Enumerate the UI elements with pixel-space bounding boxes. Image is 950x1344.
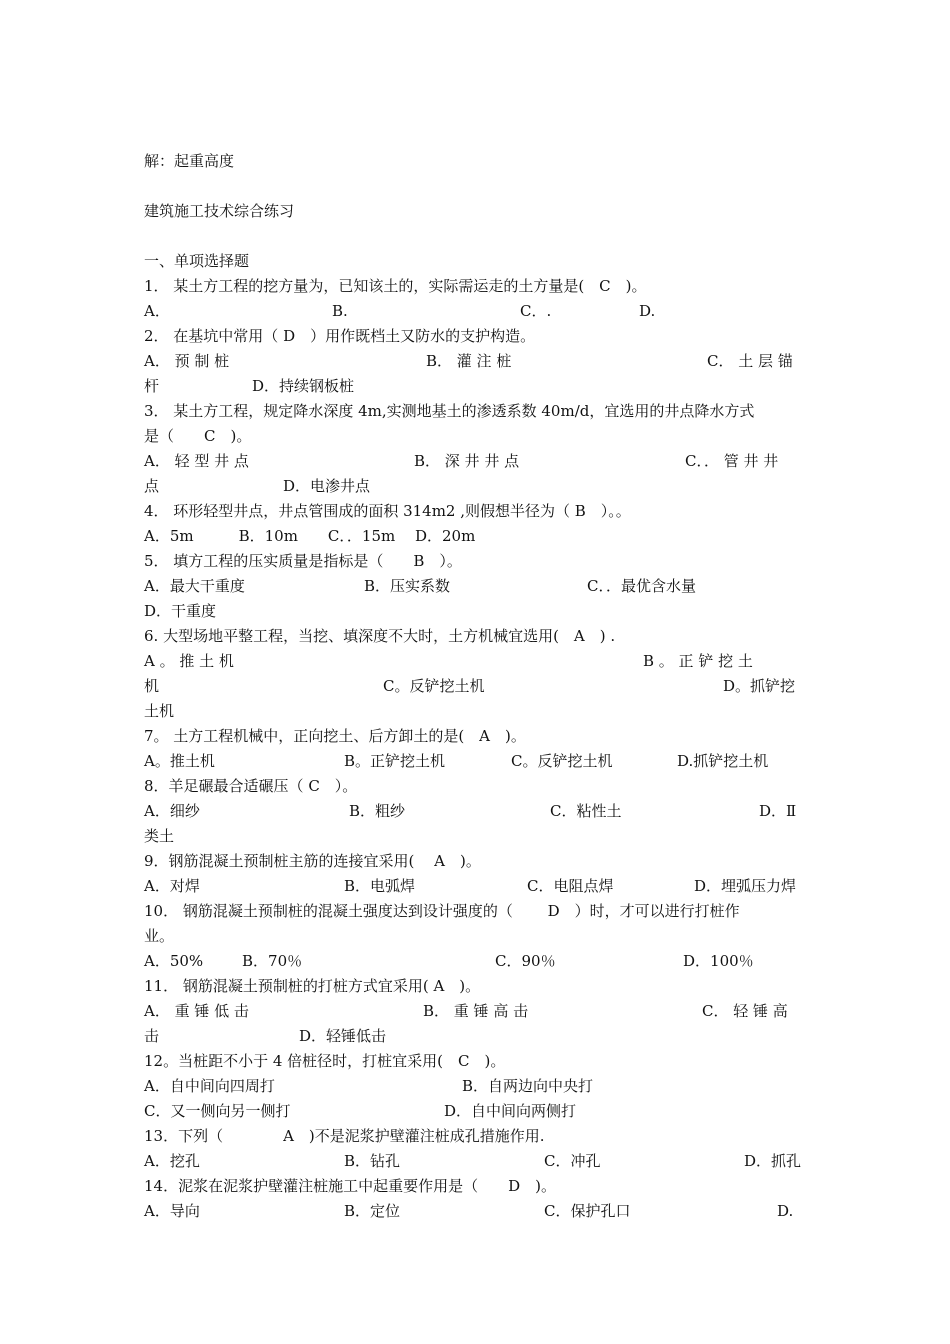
option-b: B．定位	[344, 1202, 401, 1220]
question-9: 9．钢筋混凝土预制桩主筋的连接宜采用( A )。	[144, 852, 481, 870]
option-a: A． 预 制 桩	[144, 352, 230, 370]
option-c: C．保护孔口	[544, 1202, 631, 1220]
option-a: A 。 推 土 机	[144, 652, 234, 670]
option-b: B．自两边向中央打	[462, 1077, 594, 1095]
question-2-options	[144, 349, 806, 373]
option-b: B． 灌 注 桩	[426, 352, 512, 370]
question-9-options	[144, 874, 806, 898]
option-b: B． 重 锤 高 击	[423, 1002, 529, 1020]
question-8-options-cont	[144, 824, 806, 848]
option-b: B。正铲挖土机	[344, 752, 446, 770]
option-d: D．电渗井点	[283, 477, 371, 495]
option-c: C． 土 层 锚	[707, 352, 793, 370]
option-a: A．导向	[144, 1202, 200, 1220]
question-6-options-cont	[144, 674, 806, 698]
question-13: 13．下列（ A )不是泥浆护壁灌注桩成孔措施作用.	[144, 1127, 545, 1145]
option-d-cont: 类土	[144, 827, 175, 845]
question-3-options-cont	[144, 474, 806, 498]
option-b: B．钻孔	[344, 1152, 401, 1170]
question-7-options	[144, 749, 806, 773]
question-12: 12。当桩距不小于 4 倍桩径时，打桩宜采用( C )。	[144, 1052, 506, 1070]
option-c-cont: 杆	[144, 377, 160, 395]
option-c: C．90％	[495, 952, 556, 970]
question-13-options	[144, 1149, 806, 1173]
option-a: A．50%	[144, 952, 204, 970]
option-a: A．对焊	[144, 877, 200, 895]
option-c: C．冲孔	[544, 1152, 601, 1170]
option-c-cont: 击	[144, 1027, 160, 1045]
option-a: A． 轻 型 井 点	[144, 452, 249, 470]
option-c: C．． 管 井 井	[685, 452, 779, 470]
question-14-options	[144, 1199, 806, 1223]
question-2-options-cont	[144, 374, 806, 398]
document-title: 建筑施工技术综合练习	[144, 202, 295, 220]
question-2: 2． 在基坑中常用（ D ）用作既档土又防水的支护构造。	[144, 327, 536, 345]
option-b: B．70％	[242, 952, 303, 970]
option-d: D.	[639, 302, 656, 320]
option-b: B． 深 井 井 点	[414, 452, 520, 470]
option-d-cont: 土机	[144, 702, 175, 720]
question-6-options-cont2	[144, 699, 806, 723]
question-6-options	[144, 649, 806, 673]
option-a: A．挖孔	[144, 1152, 200, 1170]
option-d: D．持续钢板桩	[252, 377, 355, 395]
option-d: D.抓铲挖土机	[677, 752, 769, 770]
option-d: D。抓铲挖	[723, 677, 796, 695]
option-c: C．又一侧向另一侧打	[144, 1102, 291, 1120]
question-1-options	[144, 299, 806, 323]
option-c-cont: 点	[144, 477, 160, 495]
question-4-options: A．5m B．10m C．．15m D．20m	[144, 527, 476, 545]
option-c: C。反铲挖土机	[383, 677, 485, 695]
question-6: 6. 大型场地平整工程，当挖、填深度不大时，土方机械宜选用( A ) .	[144, 627, 616, 645]
option-c: C。反铲挖土机	[511, 752, 613, 770]
option-c: C．粘性土	[550, 802, 622, 820]
option-d: D.	[777, 1202, 794, 1220]
question-3-options	[144, 449, 806, 473]
question-1: 1． 某土方工程的挖方量为，已知该土的，实际需运走的土方量是( C )。	[144, 277, 647, 295]
question-4: 4． 环形轻型井点，井点管围成的面积 314m2 ,则假想半径为（ B ）。。	[144, 502, 631, 520]
option-b: B．粗纱	[349, 802, 406, 820]
option-d: D．100％	[683, 952, 754, 970]
question-8: 8．羊足碾最合适碾压（ C ）。	[144, 777, 358, 795]
option-d: D．轻锤低击	[299, 1027, 387, 1045]
option-a: A。推土机	[144, 752, 215, 770]
question-11-options	[144, 999, 806, 1023]
option-d: D．埋弧压力焊	[694, 877, 797, 895]
question-10-cont: 业。	[144, 927, 175, 945]
section-heading: 一、单项选择题	[144, 252, 250, 270]
option-c: C．．最优含水量	[587, 577, 696, 595]
option-a: A．最大干重度	[144, 577, 245, 595]
question-11-options-cont	[144, 1024, 806, 1048]
option-c: C．电阻点焊	[527, 877, 614, 895]
question-12-options-cont	[144, 1099, 806, 1123]
option-c: C． 轻 锤 高	[702, 1002, 788, 1020]
question-7: 7。 土方工程机械中，正向挖土、后方卸土的是( A )。	[144, 727, 526, 745]
option-a: A． 重 锤 低 击	[144, 1002, 249, 1020]
question-10: 10． 钢筋混凝土预制桩的混凝土强度达到设计强度的（ D ）时，才可以进行打桩作	[144, 902, 740, 920]
question-8-options	[144, 799, 806, 823]
question-11: 11． 钢筋混凝土预制桩的打桩方式宜采用( A )。	[144, 977, 481, 995]
question-14: 14．泥浆在泥浆护壁灌注桩施工中起重要作用是（ D )。	[144, 1177, 556, 1195]
option-d: D．干重度	[144, 602, 217, 620]
option-b: B．电弧焊	[344, 877, 416, 895]
option-d: D．Ⅱ	[759, 802, 797, 820]
option-a: A．自中间向四周打	[144, 1077, 275, 1095]
question-5: 5． 填方工程的压实质量是指标是（ B ）。	[144, 552, 462, 570]
question-3-cont: 是（ C )。	[144, 427, 252, 445]
option-a: A．	[144, 302, 170, 320]
question-5-options-cont	[144, 599, 806, 623]
option-c: C．.	[520, 302, 552, 320]
question-12-options	[144, 1074, 806, 1098]
option-d: D．自中间向两侧打	[444, 1102, 577, 1120]
option-b-cont: 机	[144, 677, 160, 695]
question-5-options	[144, 574, 806, 598]
question-3: 3． 某土方工程，规定降水深度 4m,实测地基土的渗透系数 40m/d，宜选用的井点降水方式	[144, 402, 755, 420]
option-a: A．细纱	[144, 802, 200, 820]
option-b: B．压实系数	[364, 577, 451, 595]
question-10-options	[144, 949, 806, 973]
option-b: B 。 正 铲 挖 土	[643, 652, 753, 670]
option-d: D．抓孔	[744, 1152, 802, 1170]
option-b: B.	[332, 302, 348, 320]
solution-label: 解：起重高度	[144, 152, 235, 170]
